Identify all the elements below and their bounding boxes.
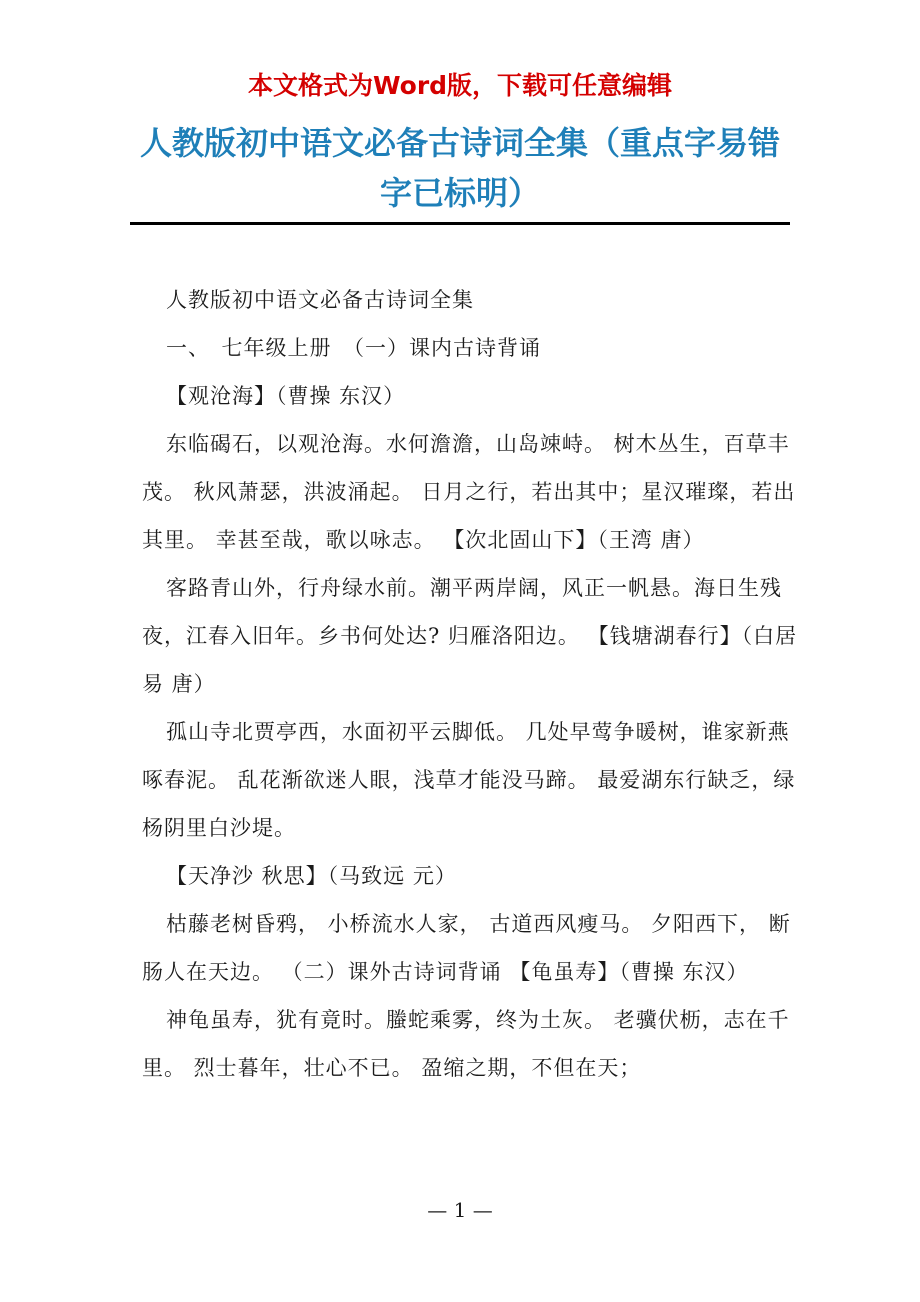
- poem-text: 客路青山外，行舟绿水前。潮平两岸阔，风正一帆悬。海日生残夜，江春入旧年。乡书何处达? 归雁洛阳边。 【钱塘湖春行】（白居易 唐）: [142, 576, 798, 696]
- poem-title: 【天净沙 秋思】（马致远 元）: [166, 864, 457, 888]
- document-title: 人教版初中语文必备古诗词全集（重点字易错字已标明）: [139, 124, 780, 212]
- title-divider: [130, 222, 790, 225]
- section-heading: 一、 七年级上册 （一）课内古诗背诵: [166, 336, 541, 360]
- poem-text: 东临碣石，以观沧海。水何澹澹，山岛竦峙。 树木丛生，百草丰茂。 秋风萧瑟，洪波涌起。 日月之行，若出其中；星汉璀璨，若出其里。 幸甚至哉，歌以咏志。 【次北固山下】（王湾 唐）: [142, 432, 796, 552]
- poem-text: 枯藤老树昏鸦， 小桥流水人家， 古道西风瘦马。 夕阳西下， 断肠人在天边。 （二）课外古诗词背诵 【龟虽寿】（曹操 东汉）: [142, 912, 791, 984]
- collection-heading: 人教版初中语文必备古诗词全集: [166, 288, 474, 312]
- poem-title: 【观沧海】（曹操 东汉）: [166, 384, 406, 408]
- document-body: [142, 276, 808, 1092]
- poem-text: 孤山寺北贾亭西，水面初平云脚低。 几处早莺争暖树，谁家新燕啄春泥。 乱花渐欲迷人眼，浅草才能没马蹄。 最爱湖东行缺乏，绿杨阴里白沙堤。: [142, 720, 796, 840]
- poem-text: 神龟虽寿，犹有竟时。螣蛇乘雾，终为土灰。 老骥伏枥，志在千里。 烈士暮年，壮心不已。 盈缩之期，不但在天；: [142, 1008, 790, 1080]
- format-notice: 本文格式为Word版，下载可任意编辑: [247, 71, 673, 100]
- page-number: — 1 —: [427, 1198, 493, 1222]
